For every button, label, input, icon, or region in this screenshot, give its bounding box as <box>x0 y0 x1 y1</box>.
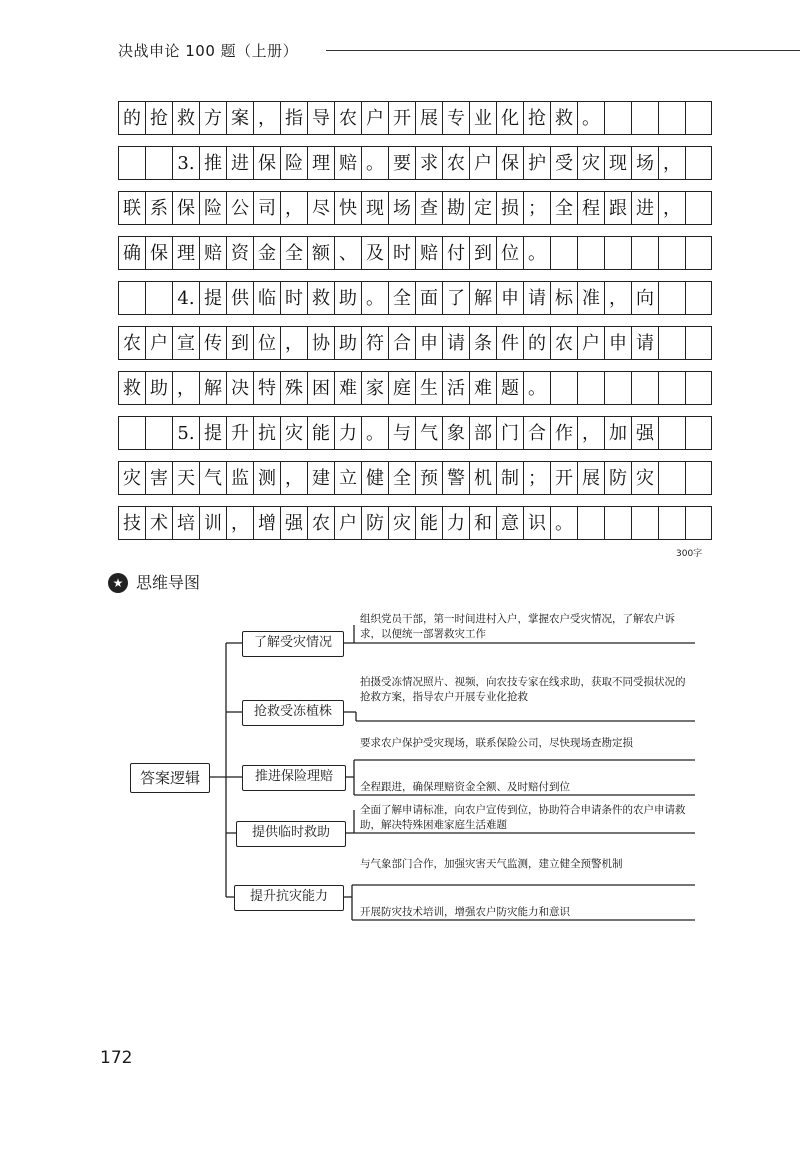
grid-cell: 尽 <box>307 191 334 225</box>
grid-cell: 快 <box>334 191 361 225</box>
grid-cell: 识 <box>523 506 550 540</box>
grid-cell: 防 <box>604 461 631 495</box>
grid-cell: 殊 <box>280 371 307 405</box>
grid-cell: 程 <box>577 191 604 225</box>
mindmap-branch: 抢救受冻植株 <box>242 700 344 726</box>
grid-cell: 门 <box>496 416 523 450</box>
grid-cell: 传 <box>199 326 226 360</box>
grid-cell: 额 <box>307 236 334 270</box>
grid-cell: 作 <box>550 416 577 450</box>
grid-cell <box>631 236 658 270</box>
grid-cell <box>604 371 631 405</box>
grid-cell: 指 <box>280 101 307 135</box>
grid-cell: 案 <box>226 101 253 135</box>
grid-cell: 术 <box>145 506 172 540</box>
grid-cell: 难 <box>334 371 361 405</box>
grid-cell: 保 <box>145 236 172 270</box>
grid-cell: 救 <box>550 101 577 135</box>
grid-cell: 赔 <box>199 236 226 270</box>
grid-cell: ， <box>253 101 280 135</box>
grid-cell: 家 <box>361 371 388 405</box>
running-header <box>118 36 718 64</box>
grid-cell: 训 <box>199 506 226 540</box>
mindmap-title: 思维导图 <box>136 573 201 592</box>
mindmap-root: 答案逻辑 <box>130 763 210 793</box>
grid-cell: 防 <box>361 506 388 540</box>
grid-cell <box>685 191 712 225</box>
grid-cell: 联 <box>118 191 145 225</box>
grid-cell: 助 <box>334 326 361 360</box>
mindmap-branch: 推进保险理赔 <box>242 765 346 791</box>
grid-cell: 赔 <box>415 236 442 270</box>
grid-cell: 困 <box>307 371 334 405</box>
grid-cell: 跟 <box>604 191 631 225</box>
mindmap-branch: 了解受灾情况 <box>242 631 344 657</box>
grid-cell: 准 <box>577 281 604 315</box>
grid-cell: 向 <box>631 281 658 315</box>
mindmap-leaf: 全面了解申请标准，向农户宣传到位，协助符合申请条件的农户申请救助，解决特殊困难家庭生活难题 <box>360 804 686 831</box>
grid-cell <box>118 281 145 315</box>
grid-cell: 4. <box>172 281 199 315</box>
grid-cell: 强 <box>280 506 307 540</box>
grid-cell: 强 <box>631 416 658 450</box>
grid-cell: 要 <box>388 146 415 180</box>
grid-cell: ， <box>280 326 307 360</box>
grid-cell: 申 <box>415 326 442 360</box>
grid-cell: 农 <box>442 146 469 180</box>
grid-cell <box>604 506 631 540</box>
mindmap-leaf: 组织党员干部，第一时间进村入户，掌握农户受灾情况，了解农户诉求，以便统一部署救灾工作 <box>360 613 675 640</box>
grid-cell: ， <box>280 191 307 225</box>
grid-cell: 。 <box>523 236 550 270</box>
grid-cell: 请 <box>442 326 469 360</box>
grid-cell: 建 <box>307 461 334 495</box>
grid-cell: 制 <box>496 461 523 495</box>
grid-cell: 化 <box>496 101 523 135</box>
grid-cell: 申 <box>496 281 523 315</box>
grid-cell: 灾 <box>577 146 604 180</box>
grid-cell: 力 <box>334 416 361 450</box>
grid-cell: 提 <box>199 281 226 315</box>
grid-cell: 立 <box>334 461 361 495</box>
grid-cell <box>658 371 685 405</box>
page-number: 172 <box>100 1048 133 1068</box>
mindmap-leaf: 拍摄受冻情况照片、视频，向农技专家在线求助，获取不同受损状况的抢救方案，指导农户开展专业化抢救 <box>360 676 686 703</box>
grid-cell: 宣 <box>172 326 199 360</box>
grid-cell: 确 <box>118 236 145 270</box>
grid-cell: 农 <box>307 506 334 540</box>
grid-cell <box>118 146 145 180</box>
grid-cell <box>631 101 658 135</box>
grid-cell: 警 <box>442 461 469 495</box>
grid-cell: 专 <box>442 101 469 135</box>
grid-cell: 条 <box>469 326 496 360</box>
grid-cell: 力 <box>442 506 469 540</box>
grid-cell: 协 <box>307 326 334 360</box>
grid-cell: 和 <box>469 506 496 540</box>
grid-cell: 救 <box>172 101 199 135</box>
grid-cell: 能 <box>307 416 334 450</box>
grid-cell: 害 <box>145 461 172 495</box>
grid-cell: 农 <box>334 101 361 135</box>
grid-cell: ， <box>577 416 604 450</box>
grid-cell <box>145 146 172 180</box>
grid-cell <box>145 416 172 450</box>
grid-cell: 天 <box>172 461 199 495</box>
grid-cell: 合 <box>388 326 415 360</box>
grid-cell <box>118 416 145 450</box>
grid-cell <box>658 416 685 450</box>
grid-cell: ， <box>604 281 631 315</box>
mindmap-leaf: 全程跟进，确保理赔资金全额、及时赔付到位 <box>360 781 570 793</box>
grid-cell <box>550 236 577 270</box>
grid-cell: 全 <box>280 236 307 270</box>
grid-cell: 。 <box>361 146 388 180</box>
grid-cell: 提 <box>199 416 226 450</box>
grid-cell: ， <box>226 506 253 540</box>
grid-cell: 难 <box>469 371 496 405</box>
grid-cell <box>685 326 712 360</box>
grid-cell <box>658 326 685 360</box>
grid-cell: 时 <box>280 281 307 315</box>
grid-cell: 供 <box>226 281 253 315</box>
grid-cell: 户 <box>361 101 388 135</box>
grid-cell: 金 <box>253 236 280 270</box>
book-title: 决战申论 100 题（上册） <box>118 42 299 60</box>
grid-cell: 及 <box>361 236 388 270</box>
grid-cell: 申 <box>604 326 631 360</box>
grid-cell <box>685 236 712 270</box>
grid-cell <box>685 506 712 540</box>
grid-cell <box>604 236 631 270</box>
grid-cell: 灾 <box>388 506 415 540</box>
grid-cell: 机 <box>469 461 496 495</box>
grid-cell: 标 <box>550 281 577 315</box>
grid-cell: 展 <box>415 101 442 135</box>
grid-cell: 气 <box>199 461 226 495</box>
grid-cell <box>685 371 712 405</box>
grid-cell: 。 <box>361 416 388 450</box>
grid-cell: ； <box>523 461 550 495</box>
grid-cell: ， <box>280 461 307 495</box>
grid-cell: 解 <box>199 371 226 405</box>
grid-cell: 了 <box>442 281 469 315</box>
grid-cell: 场 <box>631 146 658 180</box>
grid-cell: 全 <box>388 281 415 315</box>
grid-cell: 灾 <box>118 461 145 495</box>
grid-cell: 到 <box>469 236 496 270</box>
grid-cell: 方 <box>199 101 226 135</box>
grid-cell: 公 <box>226 191 253 225</box>
grid-cell: 助 <box>145 371 172 405</box>
grid-cell: 进 <box>631 191 658 225</box>
mindmap <box>120 595 710 935</box>
grid-cell <box>631 371 658 405</box>
grid-cell <box>550 371 577 405</box>
grid-cell: 业 <box>469 101 496 135</box>
grid-cell: 户 <box>334 506 361 540</box>
mindmap-branch: 提供临时救助 <box>236 821 346 847</box>
grid-cell <box>631 506 658 540</box>
grid-cell: 司 <box>253 191 280 225</box>
grid-cell <box>685 146 712 180</box>
grid-cell: 勘 <box>442 191 469 225</box>
grid-cell: 生 <box>415 371 442 405</box>
grid-cell: 救 <box>307 281 334 315</box>
grid-cell: 受 <box>550 146 577 180</box>
grid-cell <box>658 506 685 540</box>
grid-cell: 到 <box>226 326 253 360</box>
grid-cell: 险 <box>199 191 226 225</box>
grid-cell: 定 <box>469 191 496 225</box>
grid-cell: 件 <box>496 326 523 360</box>
mindmap-leaf: 与气象部门合作，加强灾害天气监测，建立健全预警机制 <box>360 858 623 870</box>
grid-cell: 户 <box>145 326 172 360</box>
grid-cell <box>577 236 604 270</box>
grid-cell <box>685 416 712 450</box>
grid-cell <box>145 281 172 315</box>
grid-cell: 抢 <box>145 101 172 135</box>
grid-cell: 查 <box>415 191 442 225</box>
grid-cell: 抗 <box>253 416 280 450</box>
grid-cell: 、 <box>334 236 361 270</box>
grid-cell: 特 <box>253 371 280 405</box>
grid-cell: 升 <box>226 416 253 450</box>
grid-cell <box>658 461 685 495</box>
grid-cell: 灾 <box>631 461 658 495</box>
grid-cell: 技 <box>118 506 145 540</box>
grid-cell: 符 <box>361 326 388 360</box>
grid-cell: 付 <box>442 236 469 270</box>
grid-cell: 农 <box>550 326 577 360</box>
grid-cell: 象 <box>442 416 469 450</box>
mindmap-branch: 提升抗灾能力 <box>234 885 344 911</box>
grid-cell: 全 <box>388 461 415 495</box>
grid-cell: 决 <box>226 371 253 405</box>
grid-cell: 增 <box>253 506 280 540</box>
grid-cell <box>658 101 685 135</box>
grid-cell: 监 <box>226 461 253 495</box>
grid-cell: 5. <box>172 416 199 450</box>
grid-cell: 保 <box>496 146 523 180</box>
grid-cell: 导 <box>307 101 334 135</box>
grid-cell: 位 <box>496 236 523 270</box>
grid-cell: 请 <box>631 326 658 360</box>
grid-cell: 资 <box>226 236 253 270</box>
grid-cell: 理 <box>307 146 334 180</box>
grid-cell: 开 <box>550 461 577 495</box>
grid-cell: 护 <box>523 146 550 180</box>
star-badge-icon: ★ <box>108 573 128 593</box>
grid-cell: 推 <box>199 146 226 180</box>
grid-cell: 理 <box>172 236 199 270</box>
word-count: 300字 <box>676 549 703 559</box>
grid-cell: 保 <box>172 191 199 225</box>
grid-cell: 题 <box>496 371 523 405</box>
grid-cell: 户 <box>469 146 496 180</box>
grid-cell <box>604 101 631 135</box>
grid-cell: 。 <box>577 101 604 135</box>
grid-cell: 农 <box>118 326 145 360</box>
grid-cell: 现 <box>604 146 631 180</box>
grid-cell: ， <box>658 191 685 225</box>
grid-cell: 面 <box>415 281 442 315</box>
grid-cell <box>658 236 685 270</box>
grid-cell <box>658 281 685 315</box>
grid-cell: 合 <box>523 416 550 450</box>
grid-cell: 抢 <box>523 101 550 135</box>
grid-cell: 赔 <box>334 146 361 180</box>
grid-cell: 培 <box>172 506 199 540</box>
grid-cell: 求 <box>415 146 442 180</box>
grid-cell: 展 <box>577 461 604 495</box>
mindmap-leaf: 开展防灾技术培训，增强农户防灾能力和意识 <box>360 906 570 918</box>
grid-cell: 开 <box>388 101 415 135</box>
grid-cell: 损 <box>496 191 523 225</box>
grid-cell: 时 <box>388 236 415 270</box>
grid-cell: 3. <box>172 146 199 180</box>
grid-cell: 气 <box>415 416 442 450</box>
grid-cell: ； <box>523 191 550 225</box>
grid-cell: 活 <box>442 371 469 405</box>
grid-cell: 进 <box>226 146 253 180</box>
grid-cell: 保 <box>253 146 280 180</box>
grid-cell: 健 <box>361 461 388 495</box>
grid-cell: 部 <box>469 416 496 450</box>
grid-cell: 测 <box>253 461 280 495</box>
grid-cell <box>685 101 712 135</box>
grid-cell: 。 <box>523 371 550 405</box>
grid-cell: 。 <box>550 506 577 540</box>
grid-cell: 全 <box>550 191 577 225</box>
grid-cell: 灾 <box>280 416 307 450</box>
grid-cell: 助 <box>334 281 361 315</box>
grid-cell: 意 <box>496 506 523 540</box>
grid-cell <box>685 461 712 495</box>
grid-cell: 解 <box>469 281 496 315</box>
grid-cell: 预 <box>415 461 442 495</box>
grid-cell: 救 <box>118 371 145 405</box>
grid-cell: 加 <box>604 416 631 450</box>
grid-cell: 的 <box>118 101 145 135</box>
grid-cell: 能 <box>415 506 442 540</box>
grid-cell: 请 <box>523 281 550 315</box>
grid-cell: 系 <box>145 191 172 225</box>
mindmap-leaf: 要求农户保护受灾现场，联系保险公司，尽快现场查勘定损 <box>360 737 633 749</box>
grid-cell <box>685 281 712 315</box>
grid-cell: ， <box>658 146 685 180</box>
grid-cell: 与 <box>388 416 415 450</box>
header-rule <box>326 50 800 51</box>
grid-cell: 场 <box>388 191 415 225</box>
grid-cell: 户 <box>577 326 604 360</box>
grid-cell: 。 <box>361 281 388 315</box>
grid-cell: 位 <box>253 326 280 360</box>
grid-cell: 临 <box>253 281 280 315</box>
grid-cell: 现 <box>361 191 388 225</box>
grid-cell <box>577 506 604 540</box>
grid-cell <box>577 371 604 405</box>
grid-cell: 的 <box>523 326 550 360</box>
grid-cell: ， <box>172 371 199 405</box>
grid-cell: 庭 <box>388 371 415 405</box>
grid-cell: 险 <box>280 146 307 180</box>
